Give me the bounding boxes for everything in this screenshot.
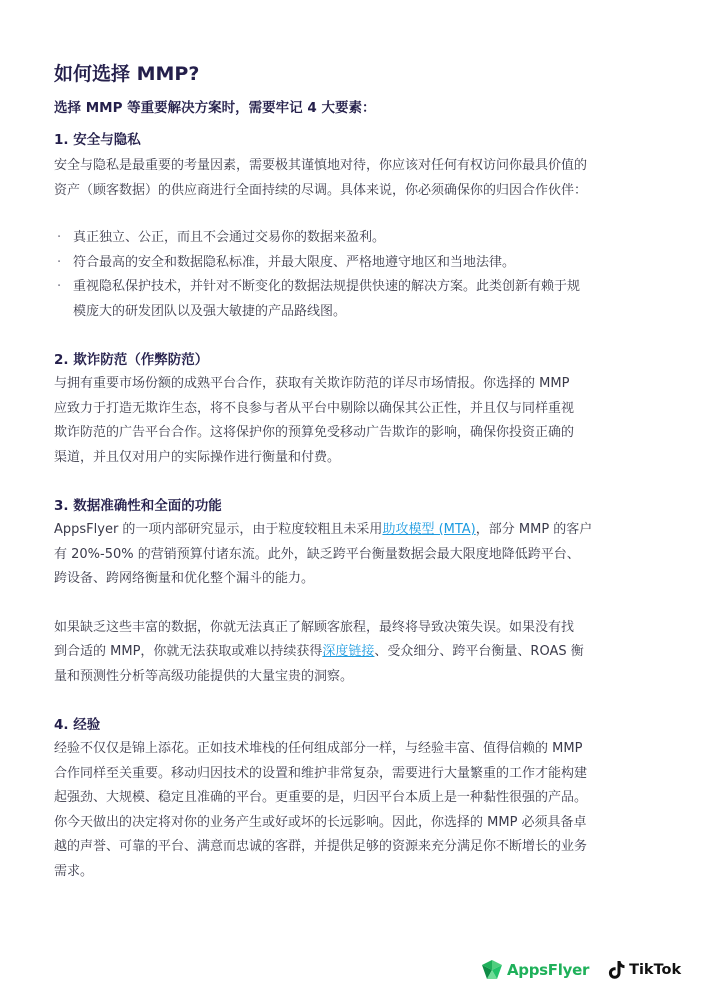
paragraph-line: AppsFlyer 的一项内部研究显示，由于粒度较粗且未采用助攻模型 (MTA)，部分 MMP 的客户 (54, 522, 593, 537)
section-security (54, 130, 654, 324)
paragraph-line: 应致力于打造无欺诈生态，将不良参与者从平台中剔除以确保其公正性，并且仅与同样重视 (54, 400, 575, 416)
paragraph-line: 到合适的 MMP，你就无法获取或难以持续获得深度链接、受众细分、跨平台衡量、ROAS 衡 (54, 644, 584, 659)
section-heading: 2. 欺诈防范（作弊防范） (54, 352, 209, 368)
tiktok-logo (608, 960, 681, 980)
paragraph-line: 需求。 (54, 863, 94, 879)
appsflyer-logo (480, 959, 589, 981)
appsflyer-wordmark: AppsFlyer (507, 961, 590, 979)
paragraph-line: 渠道，并且仅对用户的实际操作进行衡量和付费。 (54, 449, 341, 465)
section-data-accuracy (54, 496, 654, 689)
paragraph-line: 起强劲、大规模、稳定且准确的平台。更重要的是，归因平台本质上是一种黏性很强的产品。 (54, 790, 588, 805)
section-heading: 4. 经验 (54, 717, 101, 733)
paragraph-line: 量和预测性分析等高级功能提供的大量宝贵的洞察。 (54, 668, 354, 684)
paragraph-line: 与拥有重要市场份额的成熟平台合作，获取有关欺诈防范的详尽市场情报。你选择的 MMP (54, 376, 570, 391)
bullet-dot: · (57, 230, 62, 245)
document-page (54, 60, 654, 884)
paragraph-line: 资产（顾客数据）的供应商进行全面持续的尽调。具体来说，你必须确保你的归因合作伙伴： (54, 182, 588, 198)
paragraph-line: 合作同样至关重要。移动归因技术的设置和维护非常复杂，需要进行大量繁重的工作才能构建 (54, 765, 588, 781)
bullet-list (54, 226, 654, 324)
paragraph-line: 跨设备、跨网络衡量和优化整个漏斗的能力。 (54, 571, 315, 586)
bullet-item: · 重视隐私保护技术，并针对不断变化的数据法规提供快速的解决方案。此类创新有赖于规 模庞大的研发团队以及强大敏捷的产品路线图。 (54, 275, 654, 324)
paragraph-line: 安全与隐私是最重要的考量因素，需要极其谨慎地对待，你应该对任何有权访问你最具价值的 (54, 158, 588, 173)
bullet-dot: · (57, 279, 62, 294)
footer-logos (480, 955, 680, 985)
tiktok-logo-icon (608, 960, 626, 980)
bullet-item: · 符合最高的安全和数据隐私标准，并最大限度、严格地遵守地区和当地法律。 (54, 251, 654, 276)
page-title: 如何选择 MMP? (54, 63, 200, 85)
paragraph-line: 经验不仅仅是锦上添花。正如技术堆栈的任何组成部分一样，与经验丰富、值得信赖的 MMP (54, 741, 583, 756)
section-heading: 3. 数据准确性和全面的功能 (54, 498, 222, 514)
deep-linking-link[interactable]: 深度链接 (322, 644, 375, 659)
bullet-dot: · (57, 254, 62, 270)
paragraph-line: 欺诈防范的广告平台合作。这将保护你的预算免受移动广告欺诈的影响，确保你投资正确的 (54, 425, 575, 440)
paragraph-line: 越的声誉、可靠的平台、满意而忠诚的客群，并提供足够的资源来充分满足你不断增长的业务 (54, 839, 588, 854)
section-experience (54, 715, 654, 884)
intro-text: 选择 MMP 等重要解决方案时，需要牢记 4 大要素： (54, 100, 376, 116)
paragraph-line: 有 20%-50% 的营销预算付诸东流。此外，缺乏跨平台衡量数据会最大限度地降低跨平台、 (54, 546, 580, 562)
section-heading: 1. 安全与隐私 (54, 132, 141, 148)
section-fraud (54, 350, 654, 470)
appsflyer-logo-icon (480, 959, 504, 981)
bullet-item: · 真正独立、公正，而且不会通过交易你的数据来盈利。 (54, 226, 654, 251)
mta-link[interactable]: 助攻模型 (MTA) (382, 522, 476, 537)
paragraph-line: 你今天做出的决定将对你的业务产生或好或坏的长远影响。因此，你选择的 MMP 必须具备卓 (54, 814, 587, 830)
tiktok-wordmark: TikTok (629, 962, 682, 978)
paragraph-line: 如果缺乏这些丰富的数据，你就无法真正了解顾客旅程，最终将导致决策失误。如果没有找 (54, 619, 575, 635)
